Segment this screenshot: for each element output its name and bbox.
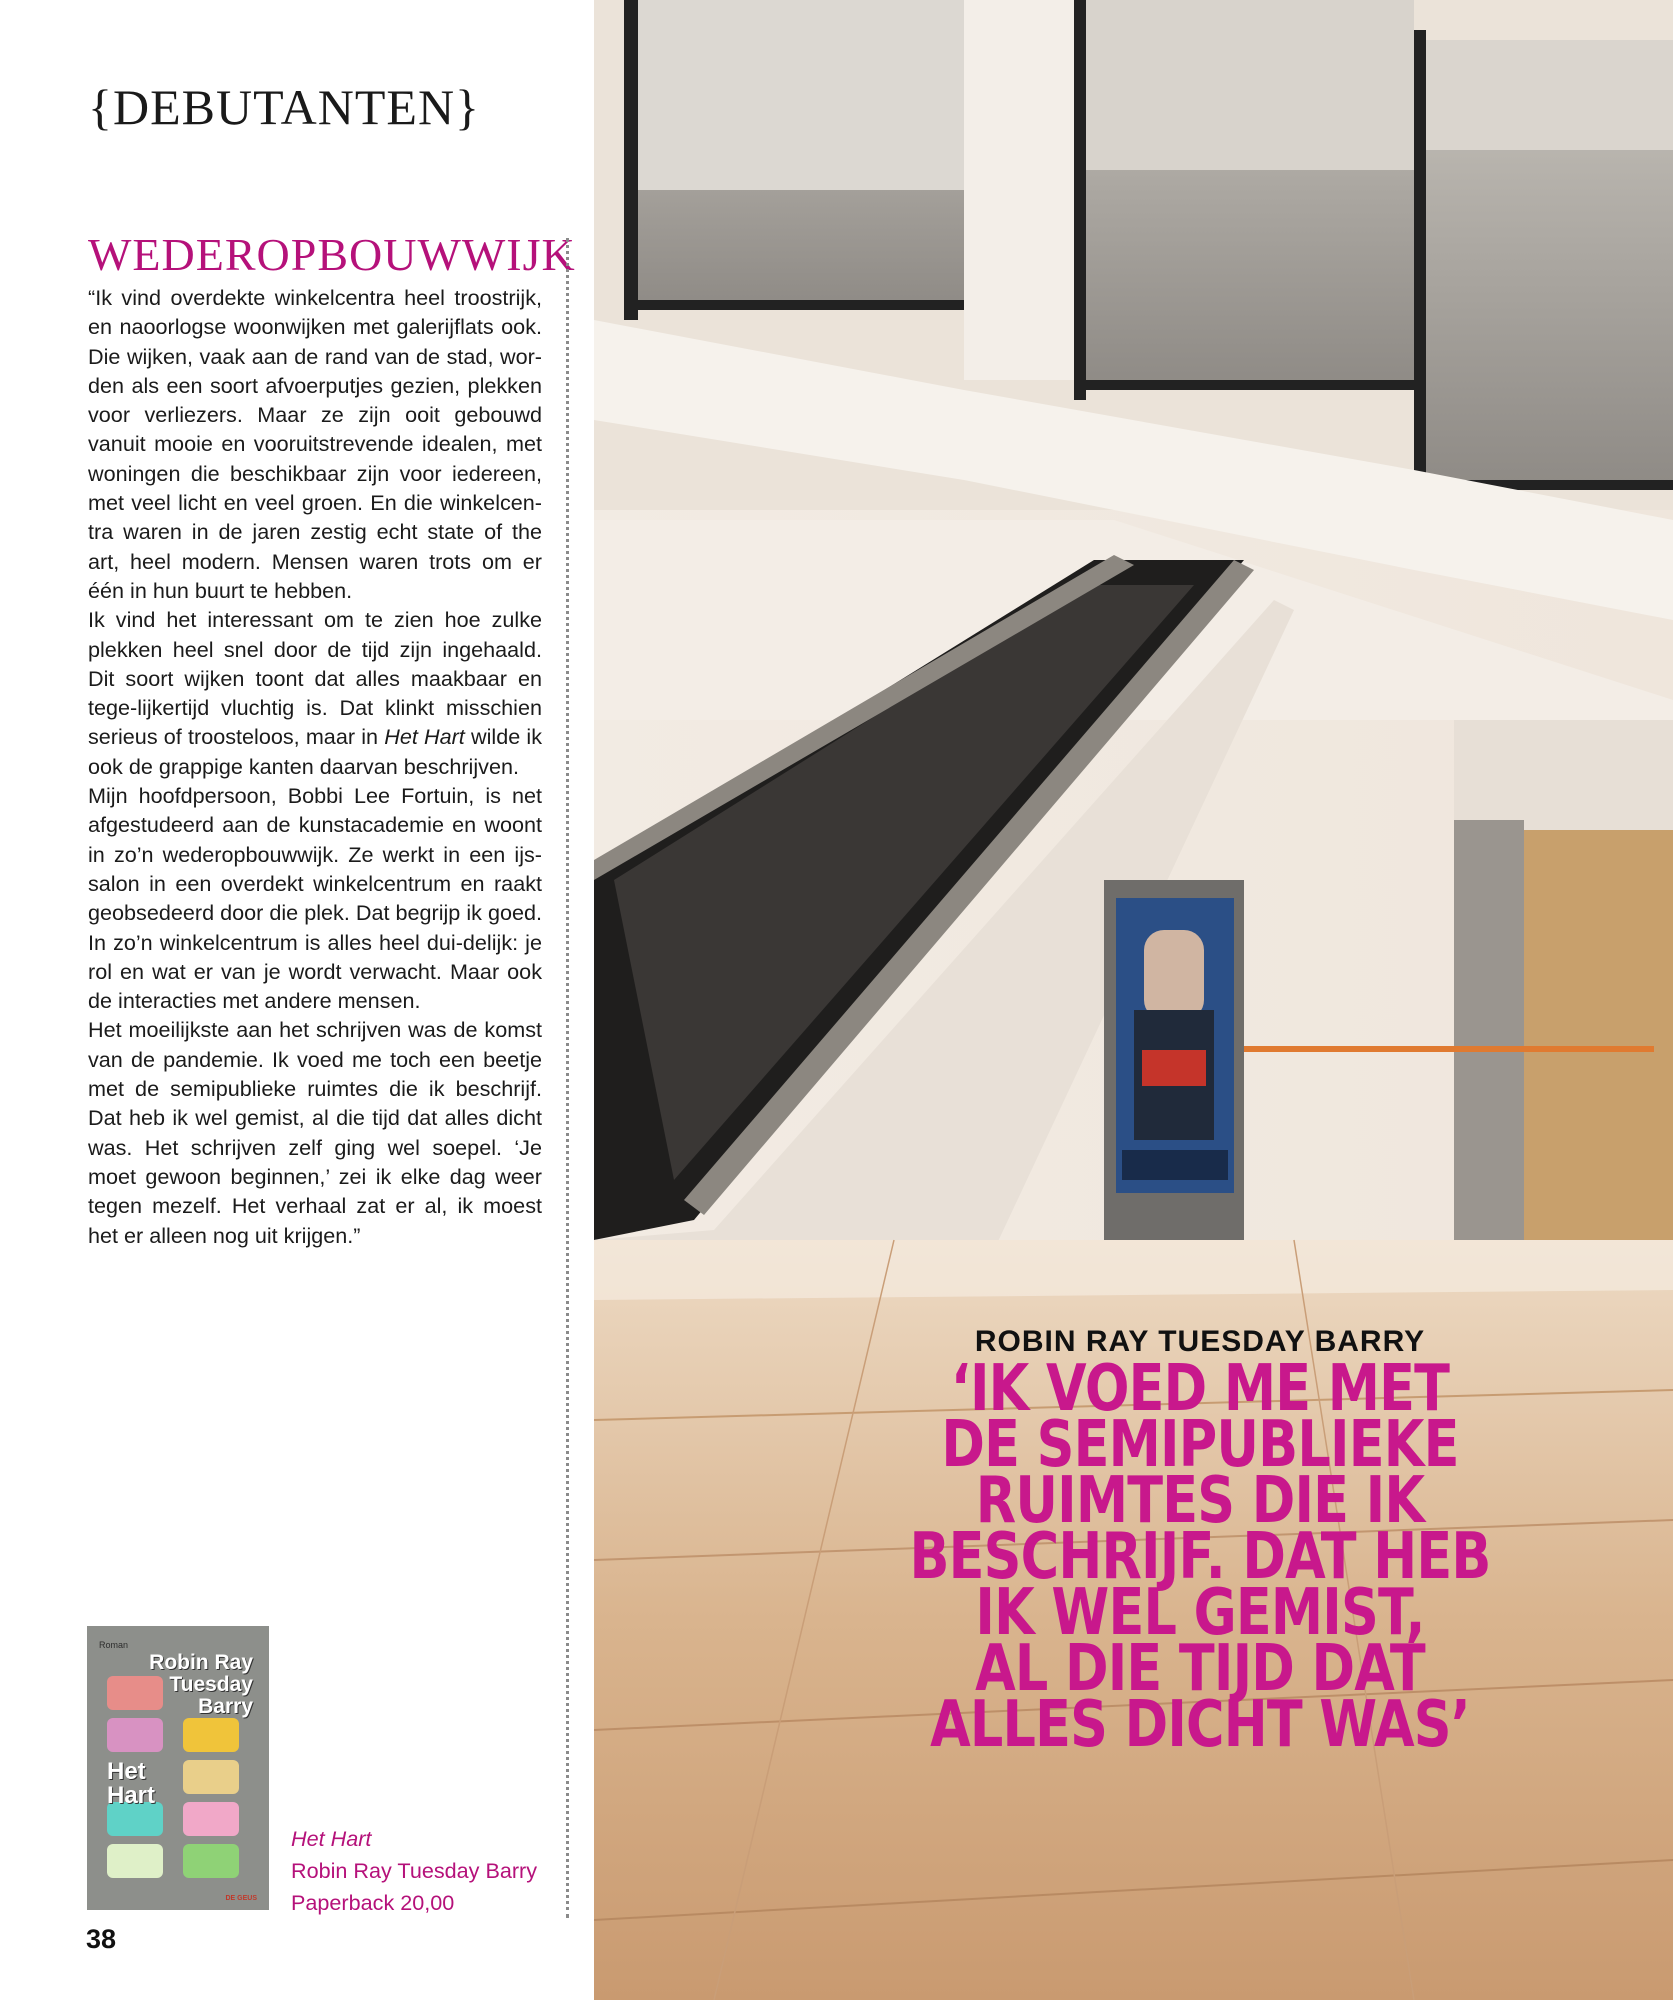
cover-title: Het Hart: [107, 1758, 156, 1809]
section-label: {DEBUTANTEN}: [88, 79, 481, 135]
book-cover-image: [87, 1626, 269, 1910]
paragraph-2: [88, 605, 542, 781]
book-author: Robin Ray Tuesday Barry: [291, 1858, 538, 1883]
paragraph-3: Mijn hoofdpersoon, Bobbi Lee Fortuin, is net afgestudeerd aan de kunstacademie en woont in zo’n wederopbouwwijk. Ze werkt in een ijs-salon in een overdekt winkelcentrum en raakt geobsedeerd door die plek. Dat begrijp ik goed. In zo’n winkelcentrum is alles heel dui-delijk: je rol en wat er van je wordt verwacht. Maar ook de interacties met andere mensen.: [88, 783, 542, 1014]
cover-genre: Roman: [99, 1640, 129, 1650]
quote-text: [864, 1352, 1536, 1762]
paragraph-4: Het moeilijkste aan het schrijven was de komst van de pandemie. Ik voed me toch een beetje met de semipublieke ruimtes die ik beschrijf. Dat heb ik wel gemist, al die tijd dat alles dicht was. Het schrijven zelf ging wel soepel. ‘Je moet gewoon beginnen,’ zei ik elke dag weer tegen mezelf. Het verhaal zat er al, ik moest het er alleen nog uit krijgen.”: [88, 1017, 542, 1248]
pull-quote: [790, 1325, 1610, 1762]
page-number: 38: [86, 1924, 117, 1954]
quote-line: AL DIE TIJD DAT: [975, 1632, 1425, 1706]
book-title-inline: Het Hart: [384, 724, 465, 750]
book-title: Het Hart: [291, 1826, 372, 1851]
quote-line: RUIMTES DIE IK: [975, 1464, 1425, 1538]
quote-line: ‘IK VOED ME MET: [950, 1352, 1450, 1426]
quote-line: BESCHRIJF. DAT HEB: [909, 1520, 1491, 1594]
quote-line: DE SEMIPUBLIEKE: [941, 1408, 1459, 1482]
quote-line: IK WEL GEMIST,: [975, 1576, 1425, 1650]
paragraph-1: “Ik vind overdekte winkelcentra heel troostrijk, en naoorlogse woonwijken met galerijflats ook. Die wijken, vaak aan de rand van de stad, wor-den als een soort afvoerputjes gezien, plekken voor verliezers. Maar ze zijn ooit gebouwd vanuit mooie en vooruitstrevende idealen, met woningen die beschikbaar zijn voor iedereen, met veel licht en veel groen. En die winkelcen-tra waren in de jaren zestig echt state of the art, heel modern. Mensen waren trots om er één in hun buurt te hebben.: [88, 285, 542, 603]
cover-author: Robin Ray Tuesday Barry: [149, 1651, 253, 1718]
quote-author: ROBIN RAY TUESDAY BARRY: [974, 1325, 1426, 1358]
article-heading: WEDEROPBOUWWIJK: [88, 229, 576, 280]
book-info: [291, 1823, 537, 1919]
paragraph-2-text-b: wilde ik ook de grappige kanten daarvan beschrijven.: [88, 724, 542, 779]
book-price: Paperback 20,00: [291, 1890, 455, 1915]
quote-line: ALLES DICHT WAS’: [930, 1688, 1470, 1762]
paragraph-2-text-a: Ik vind het interessant om te zien hoe zulke plekken heel snel door de tijd zijn ingehaald. Dit soort wijken toont dat alles maakbaar en tege-lijkertijd vluchtig is. Dat klinkt misschien serieus of troosteloos, maar in: [88, 607, 542, 750]
column-divider: [566, 238, 569, 1918]
article-body: [88, 283, 542, 1250]
cover-publisher: DE GEUS: [225, 1895, 257, 1902]
